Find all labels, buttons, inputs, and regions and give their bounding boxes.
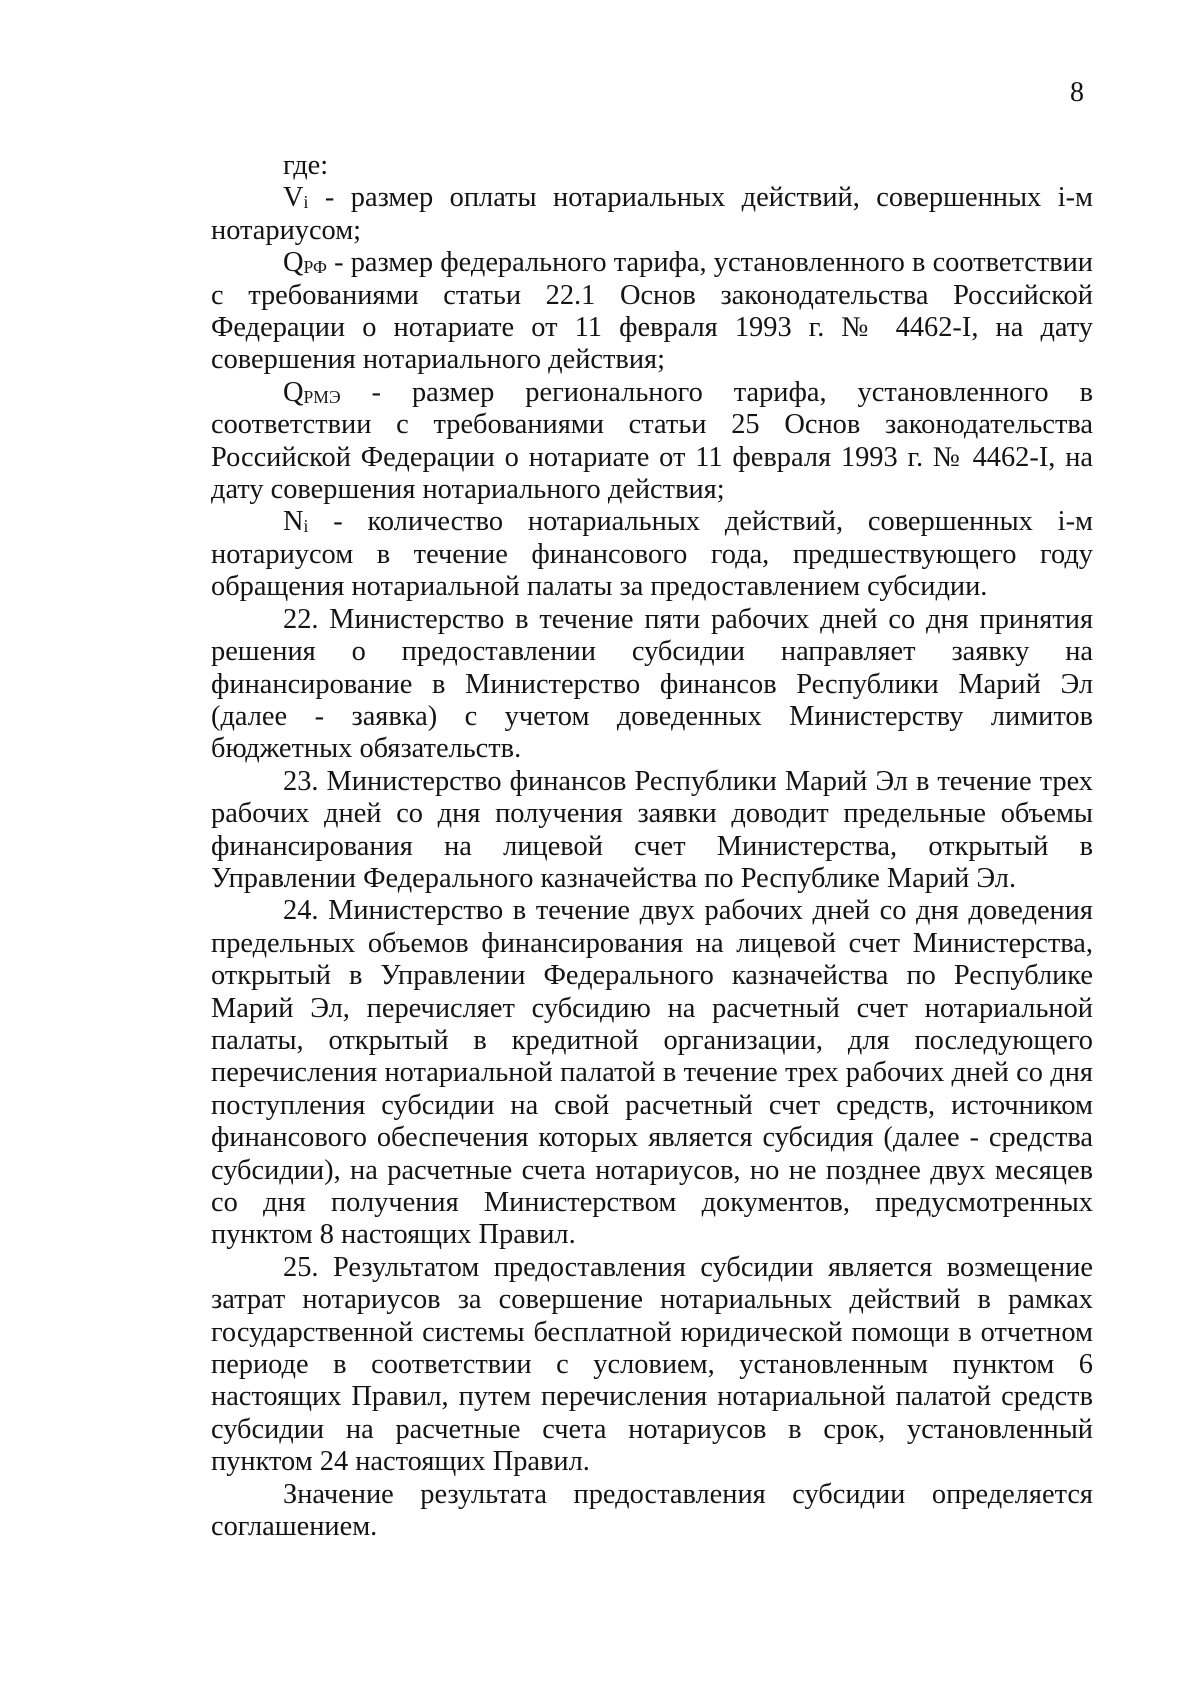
symbol-v-subscript: i (303, 192, 309, 213)
paragraph-final: Значение результата предоставления субсидии определяется соглашением. (211, 1478, 1093, 1543)
symbol-q-rme: Q (283, 376, 304, 408)
definition-v (211, 182, 1093, 247)
definition-q-rf-text: - размер федерального тарифа, установленного в соответствии с требованиями статьи 22.1 Основ законодательства Российской Федерации о нотариате от 11 февраля 1993 г. № 4462-I, на дату совершения нотариального действия; (211, 247, 1093, 376)
definition-n-text: - количество нотариальных действий, совершенных i-м нотариусом в течение финансового года, предшествующего году обращения нотариальной палаты за предоставлением субсидии. (211, 506, 1093, 603)
paragraph-25: 25. Результатом предоставления субсидии является возмещение затрат нотариусов за совершение нотариальных действий в рамках государственной системы бесплатной юридической помощи в отчетном периоде в соответствии с условием, установленным пунктом 6 настоящих Правил, путем перечисления нотариальной палатой средств субсидии на расчетные счета нотариусов в срок, установленный пунктом 24 настоящих Правил. (211, 1251, 1093, 1478)
paragraph-23: 23. Министерство финансов Республики Марий Эл в течение трех рабочих дней со дня получения заявки доводит предельные объемы финансирования на лицевой счет Министерства, открытый в Управлении Федерального казначейства по Республике Марий Эл. (211, 765, 1093, 894)
symbol-q-rme-subscript: РМЭ (303, 386, 341, 407)
page-number: 8 (1070, 77, 1084, 108)
definitions-intro (211, 150, 1093, 182)
definition-n (211, 506, 1093, 603)
symbol-q-rf: Q (283, 247, 304, 279)
definition-q-rme-text: - размер регионального тарифа, установленного в соответствии с требованиями статьи 25 Основ законодательства Российской Федерации о нотариате от 11 февраля 1993 г. № 4462-I, на дату совершения нотариального действия; (211, 376, 1093, 506)
symbol-q-rf-subscript: РФ (303, 256, 327, 277)
definition-q-rf (211, 247, 1093, 377)
document-body (211, 150, 1093, 1543)
paragraph-22: 22. Министерство в течение пяти рабочих дней со дня принятия решения о предоставлении субсидии направляет заявку на финансирование в Министерство финансов Республики Марий Эл (далее - заявка) с учетом доведенных Министерству лимитов бюджетных обязательств. (211, 603, 1093, 765)
symbol-n-subscript: i (303, 516, 309, 537)
definitions-intro-text: где: (283, 150, 329, 181)
definition-v-text: - размер оплаты нотариальных действий, совершенных i-м нотариусом; (211, 182, 1093, 246)
paragraph-24: 24. Министерство в течение двух рабочих дней со дня доведения предельных объемов финансирования на лицевой счет Министерства, открытый в Управлении Федерального казначейства по Республике Марий Эл, перечисляет субсидию на расчетный счет нотариальной палаты, открытый в кредитной организации, для последующего перечисления нотариальной палатой в течение трех рабочих дней со дня поступления субсидии на свой расчетный счет средств, источником финансового обеспечения которых является субсидия (далее - средства субсидии), на расчетные счета нотариусов, но не позднее двух месяцев со дня получения Министерством документов, предусмотренных пунктом 8 настоящих Правил. (211, 895, 1093, 1251)
symbol-v: V (283, 182, 304, 214)
definition-q-rme (211, 377, 1093, 507)
symbol-n: N (283, 506, 304, 538)
